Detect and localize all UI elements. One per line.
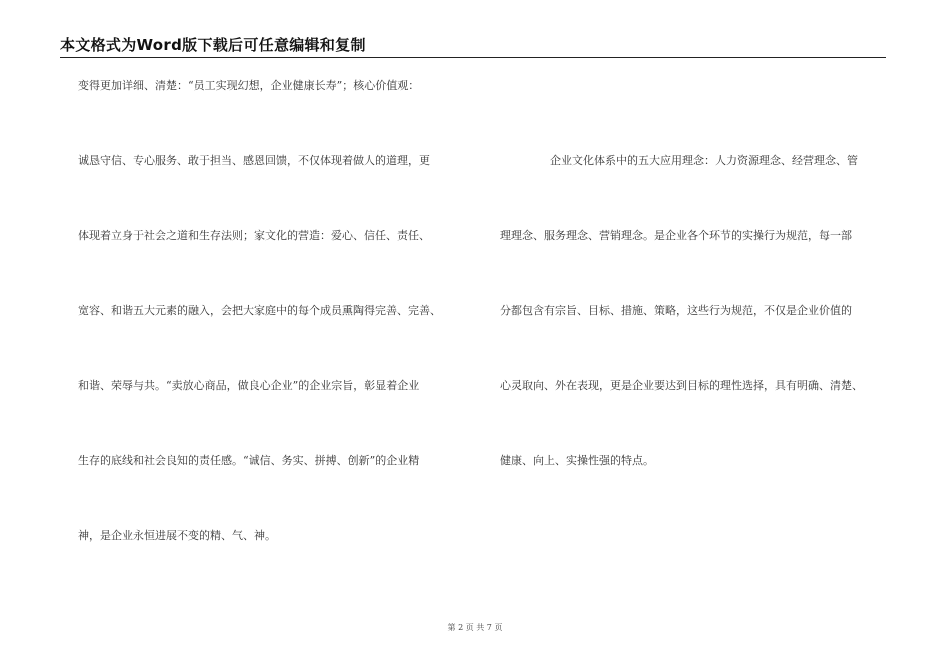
left-line-3: 体现着立身于社会之道和生存法则；家文化的营造：爱心、信任、责任、 xyxy=(78,229,430,242)
right-line-4: 心灵取向、外在表现，更是企业要达到目标的理性选择，具有明确、清楚、 xyxy=(500,379,863,392)
left-line-4: 宽容、和谐五大元素的融入，会把大家庭中的每个成员熏陶得完善、完善、 xyxy=(78,304,441,317)
right-text-column xyxy=(500,123,863,498)
left-text-column xyxy=(78,48,441,573)
right-line-1: 企业文化体系中的五大应用理念：人力资源理念、经营理念、管 xyxy=(550,154,858,167)
right-line-3: 分都包含有宗旨、目标、措施、策略，这些行为规范，不仅是企业价值的 xyxy=(500,304,852,317)
left-line-2: 诚恳守信、专心服务、敢于担当、感恩回馈，不仅体现着做人的道理，更 xyxy=(78,154,430,167)
right-line-5: 健康、向上、实操性强的特点。 xyxy=(500,454,654,467)
right-line-2: 理理念、服务理念、营销理念。是企业各个环节的实操行为规范，每一部 xyxy=(500,229,852,242)
left-line-6: 生存的底线和社会良知的责任感。“诚信、务实、拼搏、创新”的企业精 xyxy=(78,454,420,467)
left-line-1: 变得更加详细、清楚：“员工实现幻想，企业健康长寿”；核心价值观： xyxy=(78,79,420,92)
left-line-5: 和谐、荣辱与共。“卖放心商品，做良心企业”的企业宗旨，彰显着企业 xyxy=(78,379,420,392)
document-header-title: 本文格式为Word版下载后可任意编辑和复制 xyxy=(60,36,366,54)
left-line-7: 神，是企业永恒进展不变的精、气、神。 xyxy=(78,529,276,542)
page-number: 第 2 页 共 7 页 xyxy=(447,623,503,632)
